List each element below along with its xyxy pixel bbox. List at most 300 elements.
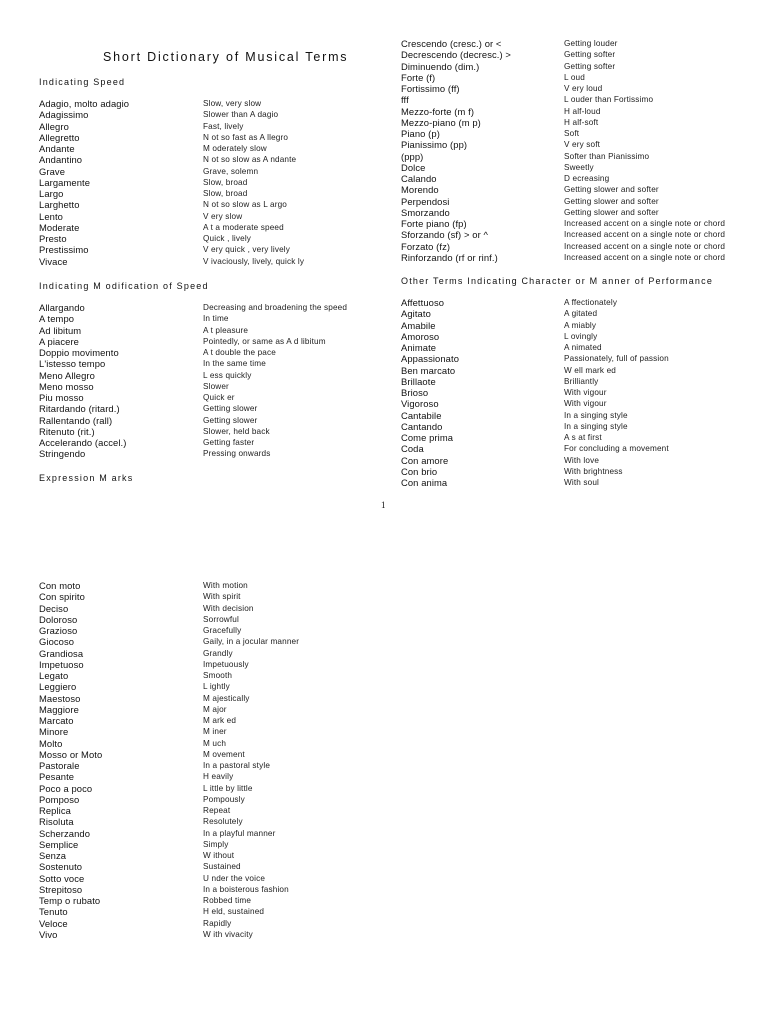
term-meaning: Slow, broad <box>203 177 248 187</box>
term-row <box>401 139 725 150</box>
term-row <box>401 184 725 195</box>
term-row <box>401 376 669 387</box>
term-meaning: Rapidly <box>203 918 232 928</box>
term-row <box>39 426 347 437</box>
term-name: Minore <box>39 726 69 738</box>
term-row <box>39 347 347 358</box>
term-meaning: Increased accent on a single note or chord <box>564 252 726 262</box>
term-meaning: Impetuously <box>203 659 249 669</box>
term-meaning: V ery slow <box>203 211 243 221</box>
term-name: Prestissimo <box>39 244 89 256</box>
term-row <box>39 154 304 165</box>
term-meaning: Slower than A dagio <box>203 110 279 120</box>
term-row <box>39 771 299 782</box>
term-name: A piacere <box>39 335 79 347</box>
term-name: Amabile <box>401 319 436 331</box>
term-row <box>39 929 299 940</box>
term-row <box>39 325 347 336</box>
term-meaning: D ecreasing <box>564 174 610 183</box>
term-row <box>39 98 304 109</box>
term-meaning: Getting slower and softer <box>564 196 659 206</box>
term-name: Presto <box>39 233 67 244</box>
term-name: Cantabile <box>401 409 442 421</box>
term-row <box>39 749 299 760</box>
page-number: 1 <box>381 500 386 510</box>
term-row <box>401 117 725 128</box>
term-row <box>401 196 725 207</box>
section-heading-modification: Indicating M odification of Speed <box>39 281 209 291</box>
term-name: Vigoroso <box>401 398 439 410</box>
term-row <box>39 850 299 861</box>
term-list-modification <box>39 302 347 460</box>
term-meaning: Getting softer <box>564 50 616 60</box>
term-row <box>39 199 304 210</box>
term-meaning: Brilliantly <box>564 376 599 386</box>
term-row <box>39 256 304 267</box>
term-row <box>401 151 725 162</box>
term-row <box>401 477 669 488</box>
term-name: fff <box>401 94 409 106</box>
term-name: Decrescendo (decresc.) > <box>401 49 511 61</box>
term-name: Smorzando <box>401 206 450 218</box>
term-meaning: Increased accent on a single note or chord <box>564 241 726 251</box>
term-meaning: Smooth <box>203 671 233 680</box>
term-name: Vivo <box>39 928 58 940</box>
term-row <box>39 794 299 805</box>
term-meaning: Passionately, full of passion <box>564 354 669 364</box>
term-meaning: Robbed time <box>203 896 252 905</box>
term-name: Molto <box>39 737 63 749</box>
term-meaning: In a singing style <box>564 410 628 420</box>
term-meaning: With spirit <box>203 592 241 602</box>
term-name: Appassionato <box>401 353 460 365</box>
term-meaning: L ovingly <box>564 331 598 341</box>
term-row <box>401 342 669 353</box>
term-name: Brillaote <box>401 375 436 387</box>
term-name: Sforzando (sf) > or ^ <box>401 229 489 241</box>
term-meaning: Sweetly <box>564 162 594 172</box>
term-meaning: Repeat <box>203 806 231 815</box>
term-row <box>39 805 299 816</box>
term-name: Larghetto <box>39 199 80 211</box>
term-name: Andante <box>39 143 75 154</box>
term-row <box>39 670 299 681</box>
term-name: Maestoso <box>39 692 81 704</box>
term-name: Marcato <box>39 715 74 726</box>
term-meaning: In a pastoral style <box>203 761 271 770</box>
term-meaning: A ffectionately <box>564 298 618 307</box>
term-meaning: Grave, solemn <box>203 166 259 176</box>
term-name: Pomposo <box>39 793 80 805</box>
term-row <box>401 106 725 117</box>
term-name: Affettuoso <box>401 297 445 308</box>
term-row <box>39 760 299 771</box>
term-meaning: V ery soft <box>564 140 601 150</box>
term-meaning: H alf-loud <box>564 106 601 116</box>
term-name: Perpendosi <box>401 195 450 207</box>
term-meaning: With vigour <box>564 388 607 397</box>
term-name: Forte (f) <box>401 71 436 83</box>
term-name: Diminuendo (dim.) <box>401 60 480 72</box>
term-meaning: M ovement <box>203 749 245 759</box>
term-row <box>401 207 725 218</box>
term-meaning: Pompously <box>203 794 245 804</box>
term-meaning: V ivaciously, lively, quick ly <box>203 256 305 266</box>
term-meaning: Gaily, in a jocular manner <box>203 637 300 647</box>
term-name: Dolce <box>401 161 426 173</box>
term-row <box>39 448 347 459</box>
term-name: Replica <box>39 805 71 816</box>
term-row <box>39 895 299 906</box>
term-name: Con amore <box>401 454 449 466</box>
term-row <box>39 437 347 448</box>
term-meaning: Simply <box>203 839 229 849</box>
term-meaning: H eld, sustained <box>203 907 265 917</box>
term-meaning: With soul <box>564 478 600 487</box>
term-meaning: A t pleasure <box>203 325 249 335</box>
term-row <box>39 816 299 827</box>
term-name: Legato <box>39 670 69 681</box>
term-row <box>401 365 669 376</box>
term-name: Grazioso <box>39 625 78 636</box>
term-meaning: Soft <box>564 129 580 138</box>
term-row <box>39 884 299 895</box>
term-name: Ad libitum <box>39 324 82 336</box>
term-name: Come prima <box>401 432 454 443</box>
term-row <box>39 839 299 850</box>
term-meaning: N ot so slow as A ndante <box>203 155 297 165</box>
term-name: Giocoso <box>39 636 75 648</box>
term-meaning: M ajor <box>203 704 227 714</box>
term-meaning: Softer than Pianissimo <box>564 151 650 161</box>
term-name: Brioso <box>401 387 429 398</box>
term-row <box>39 233 304 244</box>
term-meaning: M ajestically <box>203 693 250 703</box>
term-name: Pesante <box>39 771 75 783</box>
term-name: Tenuto <box>39 906 68 918</box>
section-heading-expression: Expression M arks <box>39 473 134 483</box>
term-meaning: H alf-soft <box>564 117 599 127</box>
term-row <box>401 241 725 252</box>
term-name: Amoroso <box>401 330 440 342</box>
term-name: Grandiosa <box>39 647 84 659</box>
term-meaning: Grandly <box>203 648 233 658</box>
term-row <box>39 580 299 591</box>
term-name: Strepitoso <box>39 883 83 895</box>
term-name: Meno Allegro <box>39 369 95 381</box>
term-meaning: Getting slower <box>203 415 258 425</box>
term-name: Con moto <box>39 580 81 591</box>
term-meaning: Getting slower and softer <box>564 207 659 217</box>
term-row <box>39 614 299 625</box>
term-row <box>39 591 299 602</box>
term-meaning: Getting slower and softer <box>564 185 659 195</box>
term-row <box>401 308 669 319</box>
section-heading-character: Other Terms Indicating Character or M anner of Performance <box>401 276 714 286</box>
term-meaning: In time <box>203 314 229 324</box>
term-name: Rallentando (rall) <box>39 414 113 426</box>
term-row <box>39 392 347 403</box>
term-row <box>401 173 725 184</box>
term-row <box>401 229 725 240</box>
term-name: Stringendo <box>39 448 86 460</box>
term-name: Morendo <box>401 184 439 196</box>
term-name: Ritenuto (rit.) <box>39 425 95 437</box>
term-meaning: Pressing onwards <box>203 449 271 459</box>
term-meaning: M uch <box>203 738 227 748</box>
term-list-speed <box>39 98 304 267</box>
term-name: Grave <box>39 165 66 177</box>
term-meaning: Getting slower <box>203 404 258 414</box>
term-row <box>401 83 725 94</box>
term-name: Sotto voce <box>39 872 85 884</box>
term-name: Veloce <box>39 917 68 929</box>
term-meaning: Sustained <box>203 862 241 872</box>
term-row <box>401 331 669 342</box>
term-name: Ritardando (ritard.) <box>39 403 120 415</box>
term-meaning: Fast, lively <box>203 121 244 131</box>
term-meaning: In a boisterous fashion <box>203 884 289 894</box>
term-list-dynamics <box>401 38 725 263</box>
term-row <box>39 828 299 839</box>
term-row <box>401 466 669 477</box>
term-meaning: Slow, broad <box>203 189 248 198</box>
term-meaning: Getting softer <box>564 61 616 71</box>
term-row <box>401 49 725 60</box>
term-meaning: M iner <box>203 727 227 737</box>
term-meaning: M ark ed <box>203 716 237 725</box>
term-row <box>401 398 669 409</box>
term-row <box>39 648 299 659</box>
term-name: Senza <box>39 850 67 861</box>
term-row <box>39 222 304 233</box>
term-row <box>39 211 304 222</box>
term-row <box>39 381 347 392</box>
term-name: Meno mosso <box>39 380 94 392</box>
term-meaning: Slow, very slow <box>203 99 262 108</box>
term-row <box>39 726 299 737</box>
term-meaning: A t a moderate speed <box>203 222 284 232</box>
term-meaning: Getting louder <box>564 39 618 48</box>
term-name: L'istesso tempo <box>39 358 106 370</box>
term-meaning: Getting faster <box>203 438 255 447</box>
term-name: Largo <box>39 188 64 199</box>
term-row <box>401 443 669 454</box>
term-name: Largamente <box>39 176 91 188</box>
term-name: Ben marcato <box>401 364 456 376</box>
term-row <box>401 61 725 72</box>
term-name: Doppio movimento <box>39 347 119 358</box>
term-meaning: A t double the pace <box>203 348 276 357</box>
term-name: Vivace <box>39 255 68 267</box>
term-name: Con anima <box>401 477 448 488</box>
term-name: Adagio, molto adagio <box>39 98 130 109</box>
term-name: Mezzo-piano (m p) <box>401 116 481 128</box>
term-name: Sostenuto <box>39 861 83 873</box>
term-row <box>39 313 347 324</box>
term-meaning: L oud <box>564 72 585 82</box>
term-row <box>39 109 304 120</box>
term-meaning: Decreasing and broadening the speed <box>203 303 348 312</box>
term-name: Mosso or Moto <box>39 748 103 760</box>
term-meaning: A gitated <box>564 309 598 319</box>
term-name: A tempo <box>39 313 75 325</box>
term-name: Crescendo (cresc.) or < <box>401 38 502 49</box>
term-name: Temp o rubato <box>39 895 101 906</box>
term-row <box>39 918 299 929</box>
term-name: Andantino <box>39 154 83 166</box>
term-row <box>39 704 299 715</box>
term-name: Poco a poco <box>39 782 93 794</box>
term-meaning: A s at first <box>564 433 602 442</box>
term-row <box>39 143 304 154</box>
term-name: Scherzando <box>39 827 91 839</box>
term-row <box>39 693 299 704</box>
term-meaning: M oderately slow <box>203 144 267 153</box>
term-row <box>39 244 304 255</box>
term-meaning: In a singing style <box>564 421 628 431</box>
term-row <box>401 218 725 229</box>
term-meaning: In a playful manner <box>203 828 276 838</box>
term-row <box>401 162 725 173</box>
term-name: Agitato <box>401 308 431 320</box>
term-row <box>401 410 669 421</box>
term-meaning: L ouder than Fortissimo <box>564 95 654 105</box>
term-meaning: With vigour <box>564 399 607 409</box>
term-meaning: L ess quickly <box>203 370 252 380</box>
term-meaning: Quick er <box>203 393 235 402</box>
term-meaning: V ery loud <box>564 84 603 93</box>
term-name: Deciso <box>39 602 69 614</box>
term-row <box>39 132 304 143</box>
term-row <box>39 861 299 872</box>
term-name: Semplice <box>39 838 79 850</box>
term-row <box>39 177 304 188</box>
term-list-page2 <box>39 580 299 940</box>
term-meaning: H eavily <box>203 772 234 782</box>
term-meaning: Increased accent on a single note or chord <box>564 230 726 240</box>
term-meaning: L ightly <box>203 682 230 692</box>
term-row <box>401 128 725 139</box>
term-row <box>401 72 725 83</box>
term-meaning: N ot so fast as A llegro <box>203 132 289 142</box>
term-row <box>39 625 299 636</box>
term-meaning: Resolutely <box>203 817 243 827</box>
term-name: Animate <box>401 342 437 353</box>
term-name: Fortissimo (ff) <box>401 83 460 94</box>
term-meaning: A nimated <box>564 343 602 352</box>
term-meaning: W ithout <box>203 851 235 860</box>
term-row <box>401 297 669 308</box>
term-row <box>401 320 669 331</box>
term-row <box>39 603 299 614</box>
term-name: Forte piano (fp) <box>401 218 467 229</box>
term-row <box>401 94 725 105</box>
term-name: Maggiore <box>39 703 79 715</box>
term-row <box>401 432 669 443</box>
term-name: Cantando <box>401 420 443 432</box>
term-row <box>39 166 304 177</box>
term-meaning: With love <box>564 455 600 465</box>
term-row <box>39 681 299 692</box>
term-row <box>39 636 299 647</box>
term-row <box>39 336 347 347</box>
term-name: Risoluta <box>39 816 74 828</box>
term-meaning: Gracefully <box>203 626 242 635</box>
term-meaning: For concluding a movement <box>564 444 669 454</box>
term-list-character <box>401 297 669 488</box>
term-row <box>39 783 299 794</box>
term-name: Piu mosso <box>39 392 84 403</box>
term-row <box>39 370 347 381</box>
term-meaning: Slower <box>203 381 229 391</box>
term-meaning: A miably <box>564 320 597 330</box>
term-meaning: In the same time <box>203 359 266 369</box>
term-row <box>39 659 299 670</box>
term-row <box>401 38 725 49</box>
term-row <box>401 353 669 364</box>
term-name: Allargando <box>39 302 85 313</box>
term-name: (ppp) <box>401 150 424 162</box>
term-meaning: L ittle by little <box>203 783 253 793</box>
term-name: Impetuoso <box>39 658 84 670</box>
term-row <box>39 302 347 313</box>
term-meaning: N ot so slow as L argo <box>203 200 287 210</box>
term-name: Forzato (fz) <box>401 240 451 252</box>
term-row <box>39 715 299 726</box>
term-row <box>401 387 669 398</box>
term-name: Leggiero <box>39 681 77 693</box>
term-row <box>39 873 299 884</box>
term-meaning: Slower, held back <box>203 426 270 436</box>
term-name: Rinforzando (rf or rinf.) <box>401 251 498 263</box>
term-name: Con spirito <box>39 591 85 603</box>
term-row <box>401 252 725 263</box>
term-meaning: Increased accent on a single note or chord <box>564 219 726 228</box>
term-name: Pastorale <box>39 760 80 771</box>
term-name: Mezzo-forte (m f) <box>401 105 475 117</box>
term-name: Piano (p) <box>401 128 440 139</box>
term-meaning: Quick , lively <box>203 234 252 243</box>
term-name: Lento <box>39 210 63 222</box>
term-row <box>39 906 299 917</box>
term-meaning: With decision <box>203 603 254 613</box>
term-name: Allegretto <box>39 131 80 143</box>
term-name: Con brio <box>401 465 438 477</box>
term-meaning: With motion <box>203 581 248 590</box>
term-name: Pianissimo (pp) <box>401 139 468 151</box>
term-name: Accelerando (accel.) <box>39 437 127 448</box>
term-row <box>39 738 299 749</box>
term-row <box>39 415 347 426</box>
section-heading-speed: Indicating Speed <box>39 77 126 87</box>
term-row <box>401 455 669 466</box>
term-row <box>401 421 669 432</box>
term-meaning: Sorrowful <box>203 614 239 624</box>
term-name: Allegro <box>39 120 69 132</box>
term-row <box>39 188 304 199</box>
term-row <box>39 121 304 132</box>
term-meaning: Pointedly, or same as A d libitum <box>203 336 326 346</box>
term-name: Doloroso <box>39 613 78 625</box>
term-meaning: With brightness <box>564 466 623 476</box>
term-meaning: W ith vivacity <box>203 929 253 939</box>
page-title: Short Dictionary of Musical Terms <box>103 50 349 64</box>
term-row <box>39 403 347 414</box>
term-name: Calando <box>401 173 437 184</box>
term-meaning: W ell mark ed <box>564 365 616 375</box>
term-name: Coda <box>401 443 424 455</box>
